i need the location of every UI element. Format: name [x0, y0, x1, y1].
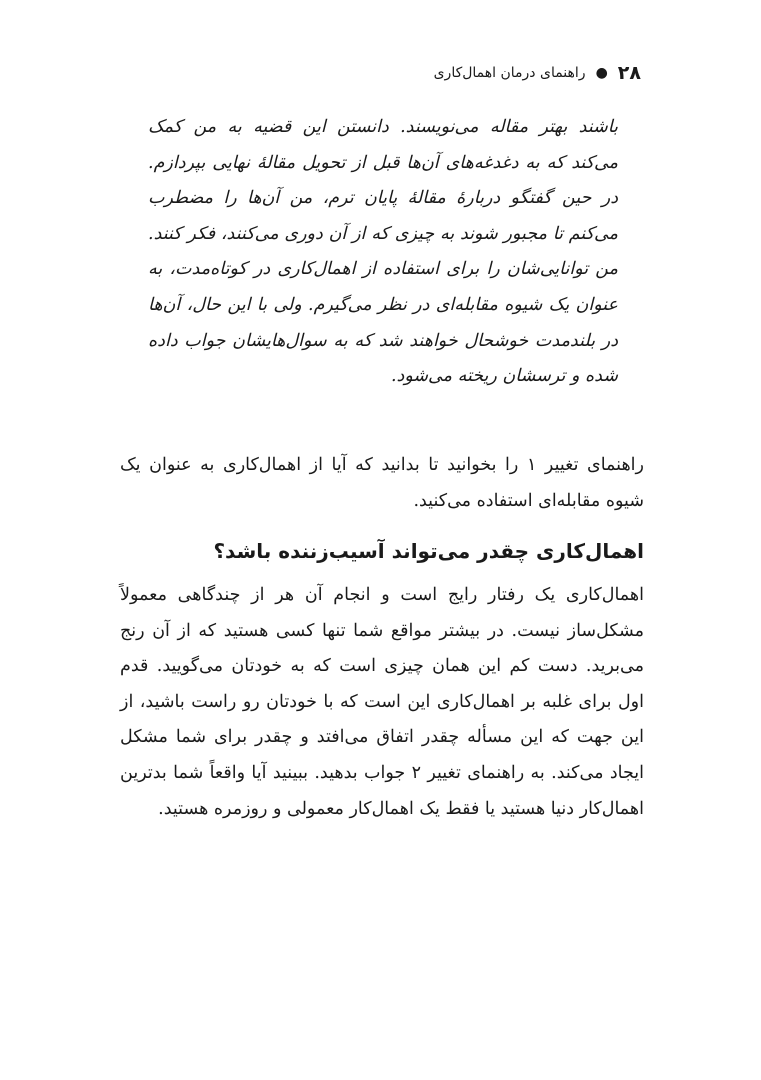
- section-heading: اهمال‌کاری چقدر می‌تواند آسیب‌زننده باشد؟: [213, 539, 644, 563]
- body-paragraph-2: اهمال‌کاری یک رفتار رایج است و انجام آن هر از چندگاهی معمولاً مشکل‌ساز نیست. در بیشتر مواقع شما تنها کسی هستید که از آن رنج می‌برید. دست کم این همان چیزی است که به خودتان می‌گویید. قدم اول برای غلبه بر اهمال‌کاری این است که با خودتان رو راست باشید، از این جهت که این مسأله چقدر اتفاق می‌افتد و چقدر برای شما مشکل ایجاد می‌کند. به راهنمای تغییر ۲ جواب بدهید. ببینید آیا واقعاً شما بدترین اهمال‌کار دنیا هستید یا فقط یک اهمال‌کار معمولی و روزمره هستید.: [120, 585, 644, 819]
- page-number: ۲۸: [617, 62, 641, 84]
- bullet-icon: ●: [595, 65, 608, 81]
- quote-paragraph: باشند بهتر مقاله می‌نویسند. دانستن این قضیه به من کمک می‌کند که به دغدغه‌های آن‌ها قبل از تحویل مقالهٔ نهایی بپردازم. در حین گفتگو دربارهٔ مقالهٔ پایان ترم، من آن‌ها را مضطرب می‌کنم تا مجبور شوند به چیزی که از آن دوری می‌کنند، فکر کنند. من توانایی‌شان را برای استفاده از اهمال‌کاری در کوتاه‌مدت، به عنوان یک شیوه مقابله‌ای در نظر می‌گیرم. ولی با این حال، آن‌ها در بلندمدت خوشحال خواهند شد که به سوال‌هایشان جواب داده شده و ترسشان ریخته می‌شود.: [148, 117, 618, 387]
- body-paragraph-1: راهنمای تغییر ۱ را بخوانید تا بدانید که آیا از اهمال‌کاری به عنوان یک شیوه مقابله‌ای استفاده می‌کنید.: [120, 455, 644, 511]
- running-title: راهنمای درمان اهمال‌کاری: [433, 65, 586, 81]
- running-header: [434, 62, 641, 84]
